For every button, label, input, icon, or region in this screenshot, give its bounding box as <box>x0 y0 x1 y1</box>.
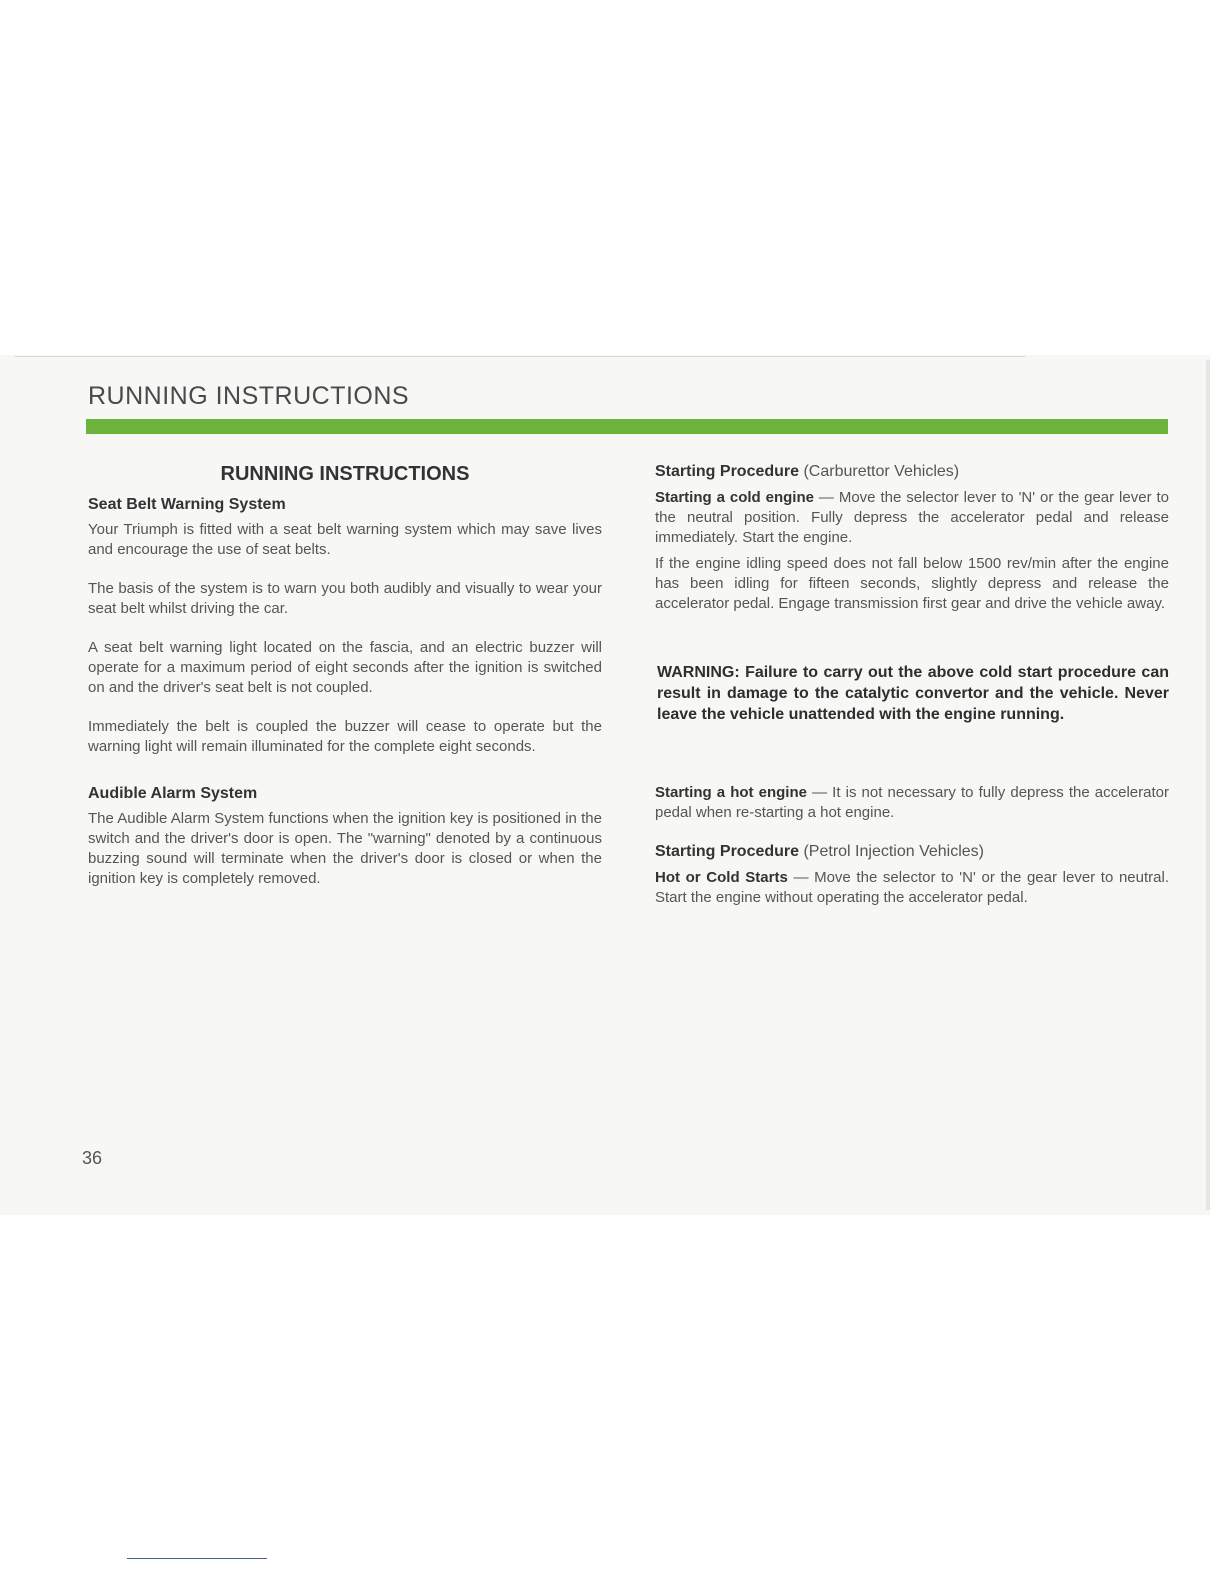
petrol-injection-heading-rest: (Petrol Injection Vehicles) <box>799 843 985 860</box>
right-column <box>655 458 1169 914</box>
carburettor-heading <box>655 462 1169 482</box>
hot-cold-starts-text: — Move the selector to 'N' or the gear lever to neutral. Start the engine without operating the accelerator pedal. <box>655 869 1169 906</box>
page-right-edge <box>1206 360 1210 1210</box>
audible-alarm-heading: Audible Alarm System <box>88 785 258 802</box>
seat-belt-paragraph-4: Immediately the belt is coupled the buzzer will cease to operate but the warning light will remain illuminated for the complete eight seconds. <box>88 718 602 755</box>
page-header-title: RUNNING INSTRUCTIONS <box>88 382 410 410</box>
page-top-edge <box>15 356 1025 357</box>
hot-engine-paragraph <box>655 783 1169 823</box>
audible-alarm-paragraph: The Audible Alarm System functions when the ignition key is positioned in the switch and the driver's door is open. The "warning" denoted by a continuous buzzing sound will terminate when the driver's door is closed or when the ignition key is completely removed. <box>88 810 602 887</box>
seat-belt-heading: Seat Belt Warning System <box>88 496 286 513</box>
section-title: RUNNING INSTRUCTIONS <box>220 463 470 485</box>
warning-notice: WARNING: Failure to carry out the above cold start procedure can result in damage to the catalytic convertor and the vehicle. Never leave the vehicle unattended with the engine running. <box>657 664 1169 723</box>
header-accent-bar <box>86 419 1168 434</box>
page-number: 36 <box>82 1148 103 1168</box>
seat-belt-paragraph-3: A seat belt warning light located on the fascia, and an electric buzzer will operate for a maximum period of eight seconds after the ignition is switched on and the driver's seat belt is not coupled. <box>88 639 602 696</box>
hot-cold-starts-paragraph <box>655 868 1169 908</box>
seat-belt-paragraph-1: Your Triumph is fitted with a seat belt warning system which may save lives and encourage the use of seat belts. <box>88 521 602 558</box>
idle-speed-paragraph: If the engine idling speed does not fall below 1500 rev/min after the engine has been idling for fifteen seconds, slightly depress and release the accelerator pedal. Engage transmission first gear and drive the vehicle away. <box>655 555 1169 612</box>
hot-engine-lead: Starting a hot engine <box>655 784 807 801</box>
bottom-rule <box>127 1558 267 1559</box>
carburettor-heading-bold: Starting Procedure <box>655 463 800 480</box>
cold-engine-text: — Move the selector lever to 'N' or the gear lever to the neutral position. Fully depress the accelerator pedal and release immediately. Start the engine. <box>655 489 1170 546</box>
seat-belt-paragraph-2: The basis of the system is to warn you both audibly and visually to wear your seat belt whilst driving the car. <box>88 580 602 617</box>
hot-cold-starts-lead: Hot or Cold Starts <box>655 869 788 886</box>
petrol-injection-heading <box>655 842 1169 862</box>
petrol-injection-heading-bold: Starting Procedure <box>655 843 800 860</box>
hot-engine-text: — It is not necessary to fully depress the accelerator pedal when re-starting a hot engine. <box>655 784 1169 821</box>
cold-engine-paragraph <box>655 488 1169 548</box>
carburettor-heading-rest: (Carburettor Vehicles) <box>799 463 960 480</box>
left-column <box>88 458 602 908</box>
cold-engine-lead: Starting a cold engine <box>655 489 814 506</box>
